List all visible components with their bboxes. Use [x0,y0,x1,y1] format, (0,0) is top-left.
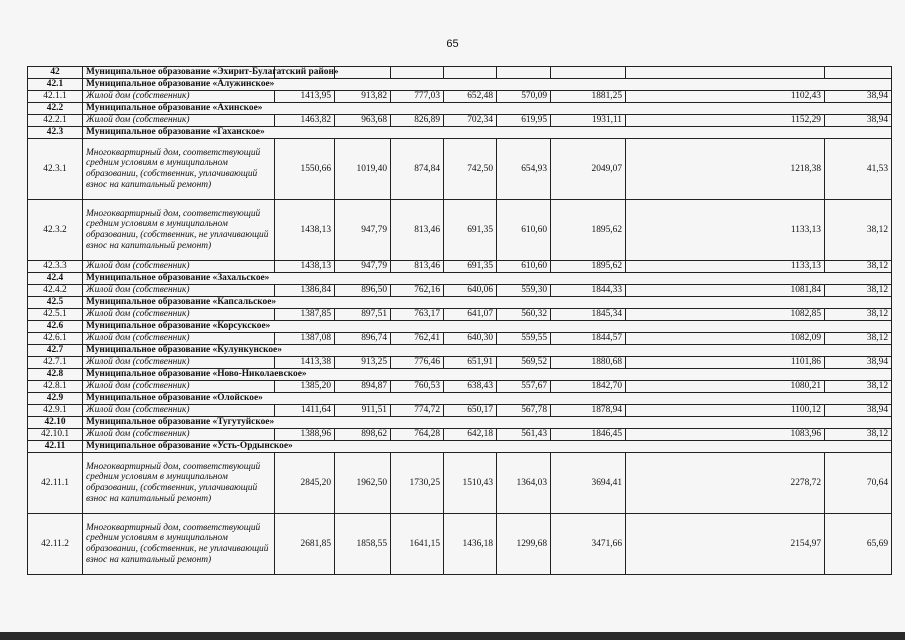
row-code: 42.2 [28,103,83,115]
row-code: 42.5 [28,297,83,309]
value-cell: 610,60 [497,200,551,261]
table-row [28,333,892,345]
page-number: 65 [446,38,459,50]
table-row [28,91,892,103]
value-cell: 1133,13 [626,261,825,273]
value-cell: 642,18 [444,429,497,441]
table-row [28,139,892,200]
value-cell: 38,12 [825,261,892,273]
value-cell: 641,07 [444,309,497,321]
municipality-name: Муниципальное образование «Тугутуйское» [83,417,892,429]
municipality-name: Муниципальное образование «Ново-Николаевское» [83,369,892,381]
empty-cell [551,67,626,79]
value-cell: 65,69 [825,514,892,575]
row-code: 42.10.1 [28,429,83,441]
empty-cell [391,67,444,79]
housing-type: Жилой дом (собственник) [83,405,275,417]
value-cell: 764,28 [391,429,444,441]
row-code: 42.1.1 [28,91,83,103]
value-cell: 2049,07 [551,139,626,200]
value-cell: 763,17 [391,309,444,321]
value-cell: 70,64 [825,453,892,514]
table-row [28,405,892,417]
value-cell: 38,94 [825,357,892,369]
value-cell: 1082,85 [626,309,825,321]
section-row [28,393,892,405]
row-code: 42.11 [28,441,83,453]
value-cell: 1386,84 [275,285,335,297]
value-cell: 913,82 [335,91,391,103]
value-cell: 570,09 [497,91,551,103]
housing-type: Многоквартирный дом, соответствующий средним условиям в муниципальном образовании, (собственник, уплачивающий взнос на капитальный ремонт) [83,139,275,200]
table-row [28,381,892,393]
empty-cell [335,67,391,79]
value-cell: 638,43 [444,381,497,393]
section-row [28,67,892,79]
row-code: 42.6.1 [28,333,83,345]
value-cell: 1641,15 [391,514,444,575]
row-code: 42.11.2 [28,514,83,575]
value-cell: 1080,21 [626,381,825,393]
row-code: 42.11.1 [28,453,83,514]
value-cell: 1102,43 [626,91,825,103]
value-cell: 898,62 [335,429,391,441]
row-code: 42.3.3 [28,261,83,273]
value-cell: 640,06 [444,285,497,297]
value-cell: 1962,50 [335,453,391,514]
value-cell: 38,94 [825,405,892,417]
value-cell: 1844,57 [551,333,626,345]
value-cell: 1881,25 [551,91,626,103]
value-cell: 1895,62 [551,261,626,273]
value-cell: 1858,55 [335,514,391,575]
value-cell: 1844,33 [551,285,626,297]
value-cell: 38,94 [825,115,892,127]
value-cell: 559,55 [497,333,551,345]
municipality-name: Муниципальное образование «Гаханское» [83,127,892,139]
housing-type: Жилой дом (собственник) [83,357,275,369]
value-cell: 1387,08 [275,333,335,345]
value-cell: 896,74 [335,333,391,345]
value-cell: 38,12 [825,309,892,321]
table-row [28,261,892,273]
row-code: 42.4 [28,273,83,285]
value-cell: 1081,84 [626,285,825,297]
section-row [28,417,892,429]
section-row [28,321,892,333]
value-cell: 567,78 [497,405,551,417]
value-cell: 1730,25 [391,453,444,514]
empty-cell [497,67,551,79]
value-cell: 1413,95 [275,91,335,103]
housing-type: Жилой дом (собственник) [83,309,275,321]
value-cell: 559,30 [497,285,551,297]
value-cell: 1931,11 [551,115,626,127]
value-cell: 947,79 [335,200,391,261]
table-row [28,429,892,441]
value-cell: 1846,45 [551,429,626,441]
section-row [28,79,892,91]
value-cell: 947,79 [335,261,391,273]
value-cell: 897,51 [335,309,391,321]
row-code: 42.4.2 [28,285,83,297]
empty-cell [444,67,497,79]
row-code: 42.8.1 [28,381,83,393]
value-cell: 1510,43 [444,453,497,514]
value-cell: 762,41 [391,333,444,345]
value-cell: 38,94 [825,91,892,103]
value-cell: 2845,20 [275,453,335,514]
value-cell: 691,35 [444,200,497,261]
value-cell: 896,50 [335,285,391,297]
tariff-table [27,66,892,575]
table-row [28,453,892,514]
value-cell: 813,46 [391,261,444,273]
row-code: 42.9.1 [28,405,83,417]
row-code: 42 [28,67,83,79]
value-cell: 1842,70 [551,381,626,393]
table-body [28,67,892,575]
value-cell: 2278,72 [626,453,825,514]
value-cell: 651,91 [444,357,497,369]
value-cell: 2681,85 [275,514,335,575]
municipality-name: Муниципальное образование «Захальское» [83,273,892,285]
value-cell: 652,48 [444,91,497,103]
value-cell: 1438,13 [275,261,335,273]
value-cell: 762,16 [391,285,444,297]
value-cell: 650,17 [444,405,497,417]
value-cell: 38,12 [825,200,892,261]
value-cell: 1385,20 [275,381,335,393]
value-cell: 813,46 [391,200,444,261]
table-row [28,514,892,575]
row-code: 42.1 [28,79,83,91]
housing-type: Многоквартирный дом, соответствующий средним условиям в муниципальном образовании, (собственник, не уплачивающий взнос на капитальный ремонт) [83,514,275,575]
row-code: 42.3.2 [28,200,83,261]
value-cell: 38,12 [825,285,892,297]
value-cell: 1101,86 [626,357,825,369]
housing-type: Жилой дом (собственник) [83,91,275,103]
section-row [28,127,892,139]
value-cell: 1878,94 [551,405,626,417]
value-cell: 610,60 [497,261,551,273]
municipality-name: Муниципальное образование «Кулункунское» [83,345,892,357]
value-cell: 1413,38 [275,357,335,369]
housing-type: Жилой дом (собственник) [83,333,275,345]
row-code: 42.7 [28,345,83,357]
section-row [28,369,892,381]
value-cell: 3694,41 [551,453,626,514]
section-row [28,273,892,285]
value-cell: 654,93 [497,139,551,200]
value-cell: 1364,03 [497,453,551,514]
value-cell: 1880,68 [551,357,626,369]
row-code: 42.6 [28,321,83,333]
value-cell: 1082,09 [626,333,825,345]
value-cell: 38,12 [825,381,892,393]
value-cell: 774,72 [391,405,444,417]
value-cell: 1387,85 [275,309,335,321]
row-code: 42.9 [28,393,83,405]
value-cell: 41,53 [825,139,892,200]
row-code: 42.3 [28,127,83,139]
value-cell: 560,32 [497,309,551,321]
housing-type: Многоквартирный дом, соответствующий средним условиям в муниципальном образовании, (собственник, уплачивающий взнос на капитальный ремонт) [83,453,275,514]
table-row [28,357,892,369]
housing-type: Жилой дом (собственник) [83,381,275,393]
value-cell: 1299,68 [497,514,551,575]
value-cell: 1218,38 [626,139,825,200]
housing-type: Жилой дом (собственник) [83,285,275,297]
row-code: 42.3.1 [28,139,83,200]
value-cell: 1083,96 [626,429,825,441]
value-cell: 913,25 [335,357,391,369]
section-row [28,297,892,309]
scan-edge [0,632,905,640]
municipality-name: Муниципальное образование «Усть-Ордынское» [83,441,892,453]
table-row [28,200,892,261]
value-cell: 1895,62 [551,200,626,261]
value-cell: 1388,96 [275,429,335,441]
section-row [28,103,892,115]
value-cell: 619,95 [497,115,551,127]
value-cell: 561,43 [497,429,551,441]
value-cell: 557,67 [497,381,551,393]
value-cell: 963,68 [335,115,391,127]
empty-cell [626,67,825,79]
municipality-name: Муниципальное образование «Капсальское» [83,297,892,309]
value-cell: 1152,29 [626,115,825,127]
value-cell: 1133,13 [626,200,825,261]
municipality-name: Муниципальное образование «Ахинское» [83,103,892,115]
row-code: 42.5.1 [28,309,83,321]
housing-type: Жилой дом (собственник) [83,115,275,127]
value-cell: 1019,40 [335,139,391,200]
table-row [28,285,892,297]
value-cell: 894,87 [335,381,391,393]
municipality-name: Муниципальное образование «Алужинское» [83,79,892,91]
row-code: 42.10 [28,417,83,429]
row-code: 42.7.1 [28,357,83,369]
value-cell: 742,50 [444,139,497,200]
empty-cell [825,67,892,79]
value-cell: 640,30 [444,333,497,345]
value-cell: 1550,66 [275,139,335,200]
section-row [28,345,892,357]
row-code: 42.8 [28,369,83,381]
section-row [28,441,892,453]
value-cell: 38,12 [825,333,892,345]
table-row [28,309,892,321]
value-cell: 1438,13 [275,200,335,261]
value-cell: 874,84 [391,139,444,200]
value-cell: 1411,64 [275,405,335,417]
value-cell: 1463,82 [275,115,335,127]
value-cell: 1436,18 [444,514,497,575]
housing-type: Многоквартирный дом, соответствующий средним условиям в муниципальном образовании, (собственник, не уплачивающий взнос на капитальный ремонт) [83,200,275,261]
value-cell: 777,03 [391,91,444,103]
table-row [28,115,892,127]
row-code: 42.2.1 [28,115,83,127]
value-cell: 702,34 [444,115,497,127]
value-cell: 38,12 [825,429,892,441]
value-cell: 2154,97 [626,514,825,575]
value-cell: 826,89 [391,115,444,127]
value-cell: 776,46 [391,357,444,369]
value-cell: 1845,34 [551,309,626,321]
municipality-name: Муниципальное образование «Эхирит-Булагатский район» [83,67,275,79]
value-cell: 911,51 [335,405,391,417]
value-cell: 760,53 [391,381,444,393]
value-cell: 569,52 [497,357,551,369]
value-cell: 3471,66 [551,514,626,575]
value-cell: 691,35 [444,261,497,273]
value-cell: 1100,12 [626,405,825,417]
housing-type: Жилой дом (собственник) [83,429,275,441]
municipality-name: Муниципальное образование «Олойское» [83,393,892,405]
municipality-name: Муниципальное образование «Корсукское» [83,321,892,333]
housing-type: Жилой дом (собственник) [83,261,275,273]
